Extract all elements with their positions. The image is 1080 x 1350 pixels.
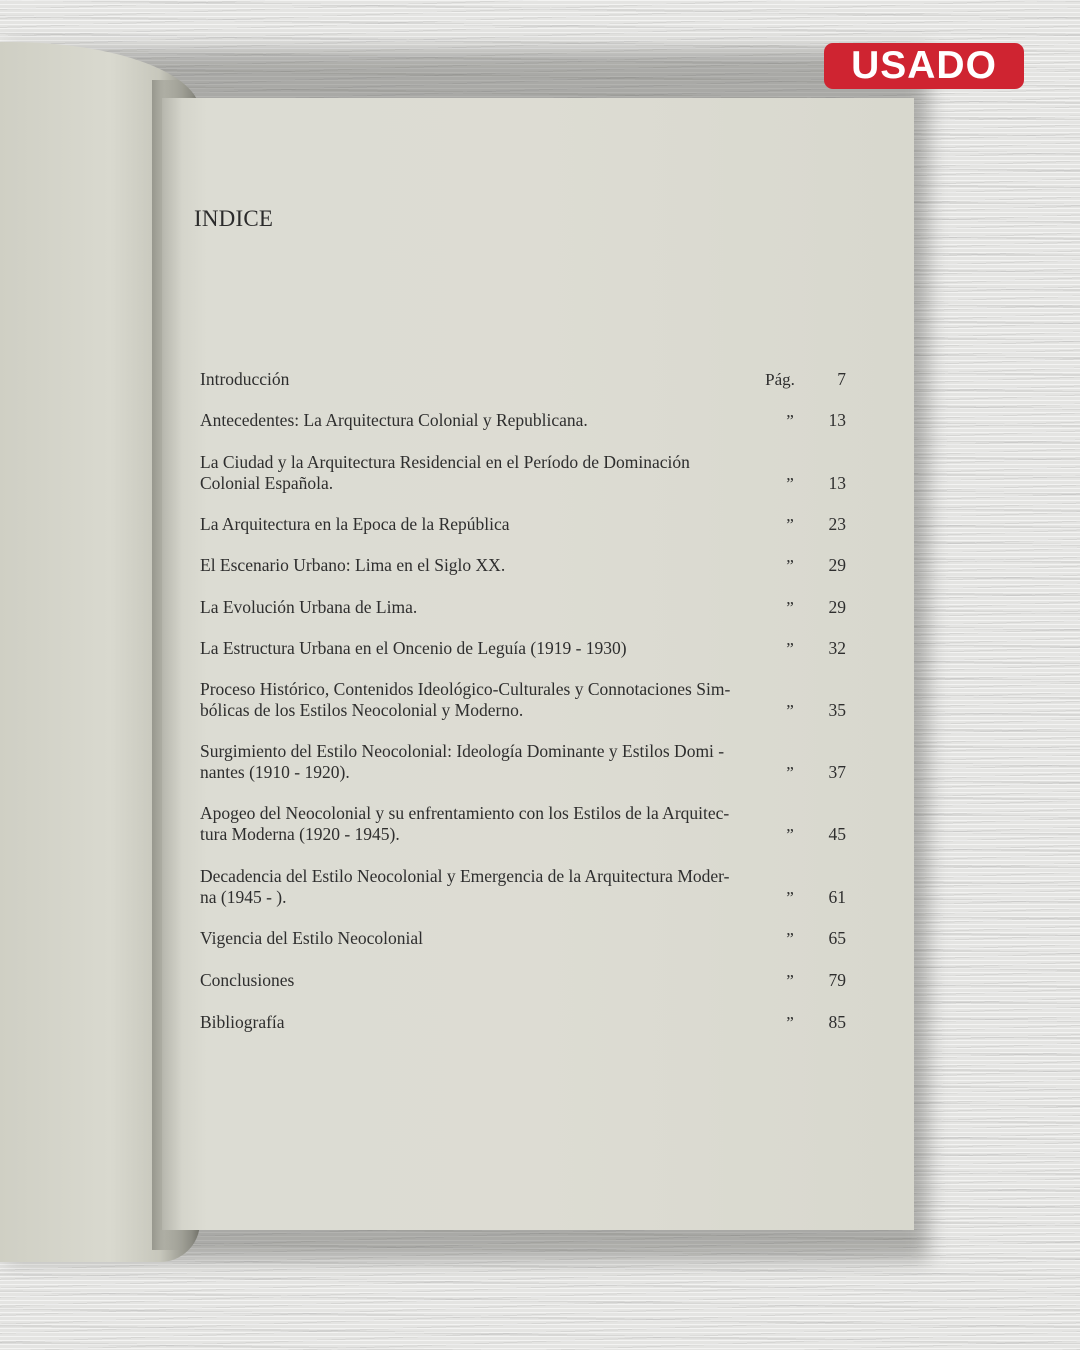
toc-entry-title: Antecedentes: La Arquitectura Colonial y Republicana. (200, 410, 588, 430)
toc-entry (200, 803, 860, 845)
page-number: 32 (828, 638, 846, 658)
page-number: 79 (828, 970, 846, 990)
ditto-mark: ” (786, 515, 794, 534)
toc-entry-title: La Estructura Urbana en el Oncenio de Leguía (1919 - 1930) (200, 638, 627, 658)
ditto-mark: ” (786, 888, 794, 907)
toc-entry (200, 452, 860, 494)
toc-entry (200, 741, 860, 783)
toc-entry (200, 866, 860, 908)
toc-entry-title: Bibliografía (200, 1012, 285, 1032)
toc-entry (200, 679, 860, 721)
ditto-mark: ” (786, 556, 794, 575)
toc-entry-title: Apogeo del Neocolonial y su enfrentamiento con los Estilos de la Arquitec- tura Moderna (1920 - 1945). (200, 803, 730, 844)
page-number: 29 (828, 555, 846, 575)
page-number: 13 (828, 473, 846, 493)
page-number: 13 (828, 410, 846, 430)
index-title: INDICE (194, 206, 274, 231)
ditto-mark: ” (786, 929, 794, 948)
toc-entry (200, 970, 860, 991)
toc-entry-title: El Escenario Urbano: Lima en el Siglo XX. (200, 555, 506, 575)
toc-entry-title: Proceso Histórico, Contenidos Ideológico-Culturales y Connotaciones Sim- bólicas de los Estilos Neocolonial y Moderno. (200, 679, 731, 720)
ditto-mark: ” (786, 825, 794, 844)
page-number: 45 (828, 824, 846, 844)
toc-entry (200, 369, 860, 390)
page-number: 35 (828, 700, 846, 720)
ditto-mark: ” (786, 1013, 794, 1032)
ditto-mark: ” (786, 639, 794, 658)
toc-entry (200, 410, 860, 431)
condition-badge: USADO (824, 43, 1024, 89)
toc-entry (200, 514, 860, 535)
toc-entry-title: La Ciudad y la Arquitectura Residencial en el Período de Dominación Colonial Española. (200, 452, 690, 493)
page-number: 23 (828, 514, 846, 534)
page-number: 29 (828, 597, 846, 617)
toc-entry-title: Surgimiento del Estilo Neocolonial: Ideología Dominante y Estilos Domi - nantes (1910 - 1920). (200, 741, 725, 782)
right-page (162, 98, 914, 1230)
toc-entry (200, 1012, 860, 1033)
toc-entry-title: Decadencia del Estilo Neocolonial y Emergencia de la Arquitectura Moder- na (1945 - ). (200, 866, 730, 907)
page-number: 85 (828, 1012, 846, 1032)
ditto-mark: ” (786, 763, 794, 782)
book-spine (152, 80, 182, 1250)
ditto-mark: ” (786, 474, 794, 493)
toc-entry (200, 928, 860, 949)
toc-entry-title: Conclusiones (200, 970, 295, 990)
toc-entry (200, 555, 860, 576)
page-number: 65 (828, 928, 846, 948)
toc-entry-title: La Evolución Urbana de Lima. (200, 597, 418, 617)
toc-entry-title: La Arquitectura en la Epoca de la República (200, 514, 510, 534)
page-prefix: Pág. (765, 370, 795, 389)
page-number: 37 (828, 762, 846, 782)
toc-entry (200, 597, 860, 618)
toc-entry-title: Vigencia del Estilo Neocolonial (200, 928, 423, 948)
ditto-mark: ” (786, 598, 794, 617)
ditto-mark: ” (786, 971, 794, 990)
toc-entry (200, 638, 860, 659)
ditto-mark: ” (786, 701, 794, 720)
page-number: 61 (828, 887, 846, 907)
toc-entry-title: Introducción (200, 369, 290, 389)
ditto-mark: ” (786, 411, 794, 430)
page-number: 7 (837, 369, 846, 389)
